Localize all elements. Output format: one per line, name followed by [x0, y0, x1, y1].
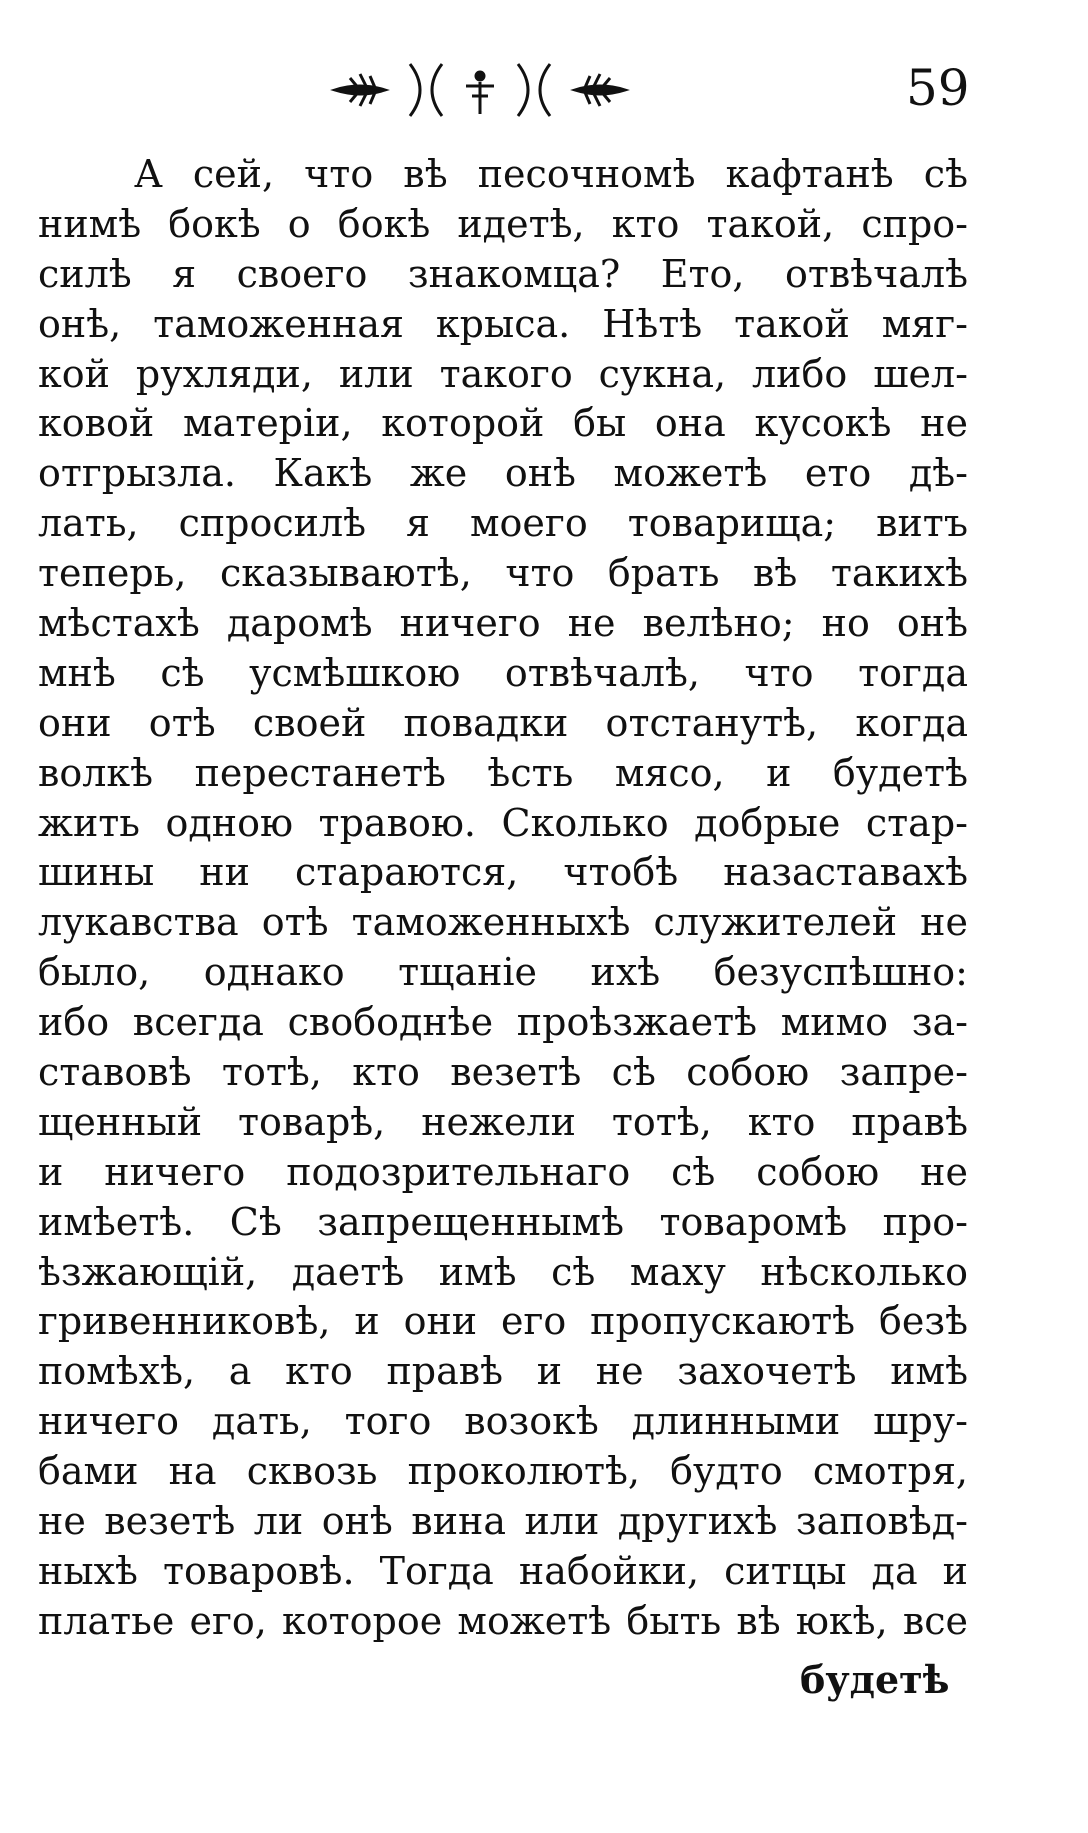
text-line: и ничего подозрительнаго сѣ собою не [38, 1149, 968, 1194]
text-line: было, однако тщаніе ихѣ безуспѣшно: [38, 950, 968, 995]
text-line: ковой матеріи, которой бы она кусокѣ не [38, 401, 968, 446]
text-line: ставовѣ тотѣ, кто везетѣ сѣ собою запре- [38, 1050, 968, 1095]
text-line: помѣхѣ, а кто правѣ и не захочетѣ имѣ [38, 1349, 968, 1394]
printers-ornament-icon [330, 52, 630, 122]
text-line: ничего дать, того возокѣ длинными шру- [38, 1399, 968, 1444]
text-line: они отѣ своей повадки отстанутѣ, когда [38, 700, 968, 745]
text-line: ѣзжающій, даетѣ имѣ сѣ маху нѣсколько [38, 1249, 968, 1294]
body-text [38, 150, 968, 1647]
text-line: онѣ, таможенная крыса. Нѣтѣ такой мяг- [38, 301, 968, 346]
text-line: платье его, которое можетѣ быть вѣ юкѣ, все [38, 1598, 968, 1643]
catchword: будетѣ [800, 1657, 950, 1702]
text-line: лать, спросилѣ я моего товарища; витъ [38, 501, 968, 546]
text-line: жить одною травою. Сколько добрые стар- [38, 800, 968, 845]
text-line: отгрызла. Какѣ же онѣ можетѣ ето дѣ- [38, 451, 968, 496]
text-line: нимѣ бокѣ о бокѣ идетѣ, кто такой, спро- [38, 201, 968, 246]
text-line: ныхѣ товаровѣ. Тогда набойки, ситцы да и [38, 1548, 968, 1593]
text-line: имѣетѣ. Сѣ запрещеннымѣ товаромѣ про- [38, 1199, 968, 1244]
text-line: щенный товарѣ, нежели тотѣ, кто правѣ [38, 1099, 968, 1144]
text-line: не везетѣ ли онѣ вина или другихѣ заповѣд- [38, 1499, 968, 1544]
text-line: мнѣ сѣ усмѣшкою отвѣчалѣ, что тогда [38, 650, 968, 695]
text-line: гривенниковѣ, и они его пропускаютѣ безѣ [38, 1299, 968, 1344]
text-line: шины ни стараются, чтобѣ назаставахѣ [38, 850, 968, 895]
text-line: теперь, сказываютѣ, что брать вѣ такихѣ [38, 551, 968, 596]
text-line: силѣ я своего знакомца? Ето, отвѣчалѣ [38, 251, 968, 296]
text-line: лукавства отѣ таможенныхѣ служителей не [38, 900, 968, 945]
text-line: бами на сквозь проколютѣ, будто смотря, [38, 1449, 968, 1494]
text-line: волкѣ перестанетѣ ѣсть мясо, и будетѣ [38, 750, 968, 795]
page-number: 59 [906, 59, 970, 117]
text-line: ибо всегда свободнѣе проѣзжаетѣ мимо за- [38, 1000, 968, 1045]
text-line: А сей, что вѣ песочномѣ кафтанѣ сѣ [134, 152, 968, 196]
text-line: мѣстахѣ даромѣ ничего не велѣно; но онѣ [38, 601, 968, 646]
text-line: кой рухляди, или такого сукна, либо шел- [38, 351, 968, 396]
